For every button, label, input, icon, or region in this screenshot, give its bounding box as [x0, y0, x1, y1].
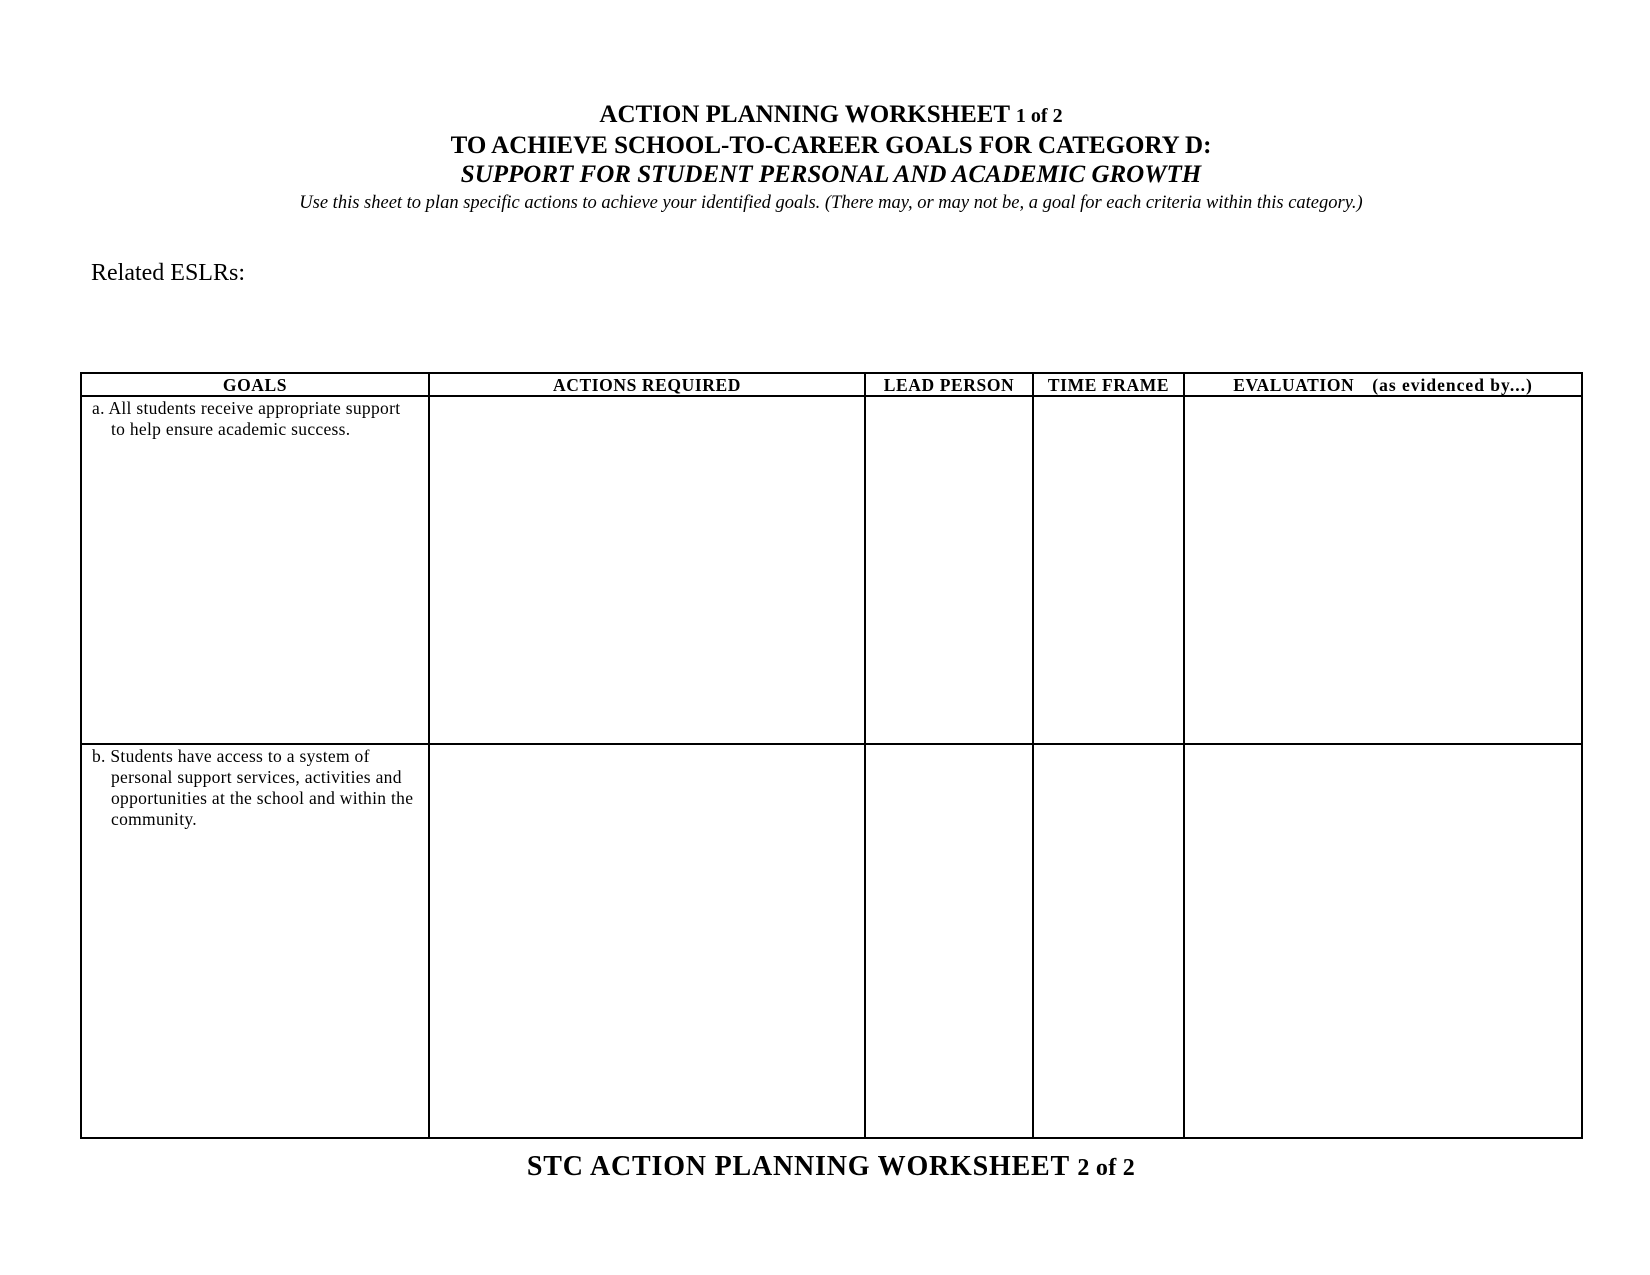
worksheet-header: [0, 100, 1650, 217]
evaluation-cell[interactable]: [1184, 744, 1582, 1138]
next-worksheet-page-indicator: 2 of 2: [1077, 1155, 1136, 1181]
column-header-time-frame: TIME FRAME: [1033, 373, 1184, 396]
next-worksheet-title: [0, 1150, 1650, 1185]
actions-cell[interactable]: [429, 744, 865, 1138]
evaluation-cell[interactable]: [1184, 396, 1582, 744]
actions-cell[interactable]: [429, 396, 865, 744]
time-frame-cell[interactable]: [1033, 396, 1184, 744]
action-plan-table: [80, 372, 1583, 1139]
column-header-goals: GOALS: [81, 373, 429, 396]
worksheet-subtitle: TO ACHIEVE SCHOOL-TO-CAREER GOALS FOR CATEGORY D:: [450, 132, 1212, 159]
column-header-lead-person: LEAD PERSON: [865, 373, 1033, 396]
worksheet-page-indicator: 1 of 2: [1015, 105, 1063, 127]
worksheet-title-main: ACTION PLANNING WORKSHEET: [599, 101, 1010, 128]
worksheet-title: [0, 100, 1650, 131]
next-worksheet-title-main: STC ACTION PLANNING WORKSHEET: [526, 1151, 1070, 1182]
instructions-text: Use this sheet to plan specific actions to achieve your identified goals. (There may, or may not be, a goal for each criteria within this category.): [299, 193, 1363, 213]
table-header-row: [81, 373, 1582, 396]
lead-person-cell[interactable]: [865, 396, 1033, 744]
table-row: [81, 744, 1582, 1138]
column-header-actions: ACTIONS REQUIRED: [429, 373, 865, 396]
goal-text: a. All students receive appropriate support to help ensure academic success.: [92, 398, 401, 439]
category-name: SUPPORT FOR STUDENT PERSONAL AND ACADEMIC GROWTH: [460, 161, 1202, 188]
evaluation-label: EVALUATION: [1233, 374, 1355, 395]
evaluation-note: (as evidenced by...): [1372, 374, 1533, 395]
related-eslrs-label: Related ESLRs:: [91, 260, 245, 286]
goal-cell: [81, 396, 429, 744]
goal-cell: [81, 744, 429, 1138]
time-frame-cell[interactable]: [1033, 744, 1184, 1138]
table-row: [81, 396, 1582, 744]
lead-person-cell[interactable]: [865, 744, 1033, 1138]
goal-text: b. Students have access to a system of personal support services, activities and opportunities at the school and within the community.: [92, 746, 414, 829]
column-header-evaluation: [1184, 373, 1582, 396]
